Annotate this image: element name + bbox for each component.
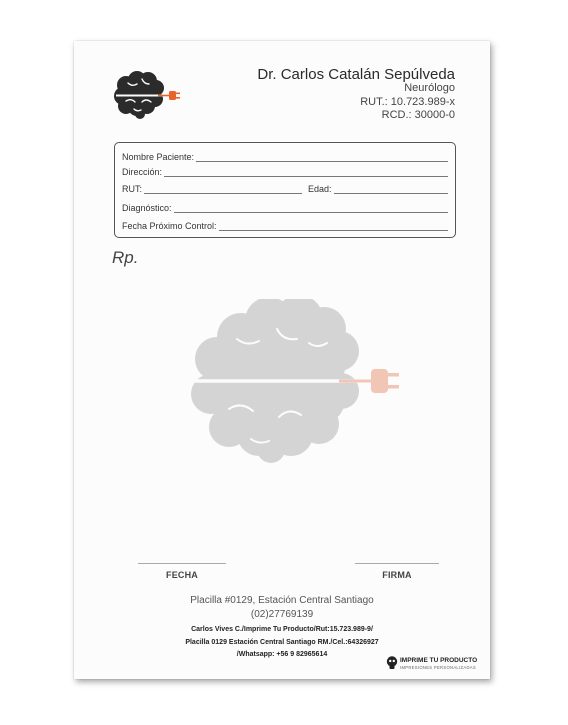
next-visit-label: Fecha Próximo Control: (122, 221, 217, 231)
lightbulb-skull-icon (386, 656, 398, 670)
address-label: Dirección: (122, 167, 163, 177)
prescription-sheet (74, 41, 490, 679)
age-label: Edad: (308, 184, 332, 194)
address-row (122, 163, 448, 177)
brain-watermark-icon (189, 299, 414, 467)
printer-info-line-3: /Whatsapp: +56 9 82965614 (236, 651, 328, 658)
footer-address: Placilla #0129, Estación Central Santiago (190, 595, 374, 606)
next-visit-line[interactable] (219, 220, 448, 231)
signature-line[interactable] (355, 563, 439, 564)
signature-label: FIRMA (382, 570, 412, 580)
doctor-specialty: Neurólogo (404, 82, 455, 94)
next-visit-row (122, 217, 448, 231)
printer-brand (386, 656, 486, 674)
printer-info-line-2: Placilla 0129 Estación Central Santiago RM./Cel.:64326927 (185, 639, 379, 646)
brain-plug-logo-icon (112, 71, 186, 119)
brand-tagline: IMPRESIONES PERSONALIZADAS (400, 665, 476, 670)
printer-info-line-1: Carlos Vives C./Imprime Tu Producto/Rut:15.723.989-9/ (191, 626, 373, 633)
age-line[interactable] (334, 183, 448, 194)
rut-label: RUT: (122, 184, 142, 194)
diagnosis-label: Diagnóstico: (122, 203, 172, 213)
doctor-rut: RUT.: 10.723.989-x (360, 96, 455, 108)
patient-name-row (122, 148, 448, 162)
doctor-rcd: RCD.: 30000-0 (381, 109, 455, 121)
address-line[interactable] (164, 166, 448, 177)
diagnosis-row (122, 199, 448, 213)
patient-name-label: Nombre Paciente: (122, 152, 195, 162)
date-signature-line[interactable] (138, 563, 226, 564)
rut-line[interactable] (144, 183, 302, 194)
rut-age-row (122, 180, 448, 194)
rp-label: Rp. (112, 248, 139, 267)
date-label: FECHA (166, 570, 198, 580)
patient-form-box (114, 142, 456, 238)
patient-name-line[interactable] (196, 151, 448, 162)
doctor-name: Dr. Carlos Catalán Sepúlveda (257, 66, 455, 83)
diagnosis-line[interactable] (174, 202, 448, 213)
footer-phone: (02)27769139 (250, 609, 314, 620)
brand-name: IMPRIME TU PRODUCTO (400, 657, 478, 664)
